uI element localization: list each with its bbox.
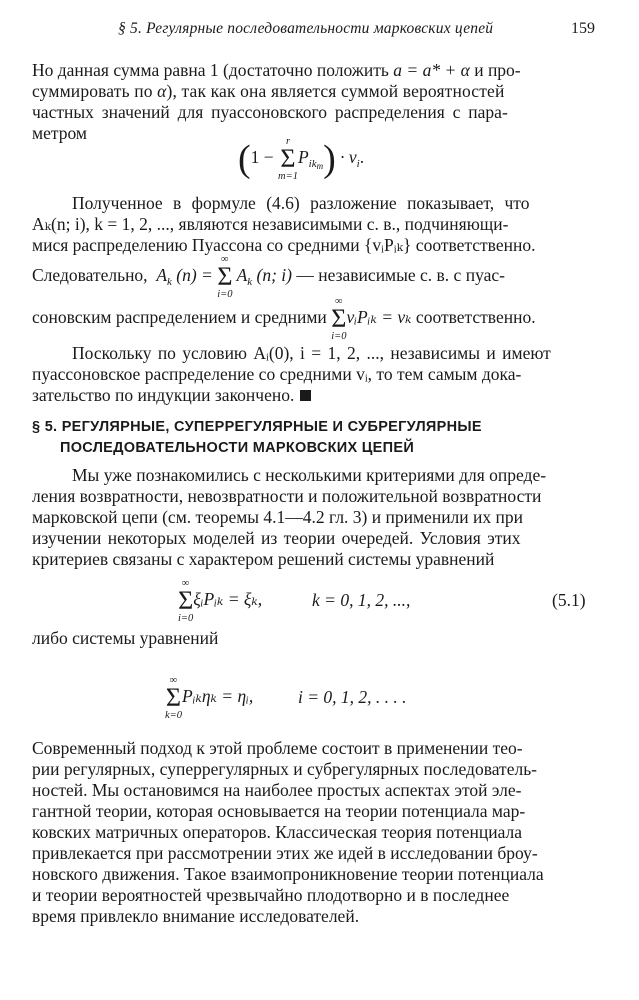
para1-line4: метром: [32, 123, 87, 143]
para7-line4: гантной теории, которая основывается на теории потенциала мар-: [32, 801, 526, 821]
para5-line4: изучении некоторых моделей из теории очередей. Условия этих: [32, 528, 521, 548]
running-header: § 5. Регулярные последовательности марковских цепей: [118, 20, 494, 37]
para2-line2: Aₖ(n; i), k = 1, 2, ..., являются независимыми с. в., подчиняющи-: [32, 214, 509, 234]
para5-line3: марковской цепи (см. теоремы 4.1—4.2 гл. 3) и применили их при: [32, 507, 523, 527]
section-heading: [32, 417, 589, 459]
section-heading-line1: § 5. РЕГУЛЯРНЫЕ, СУПЕРРЕГУЛЯРНЫЕ И СУБРЕГУЛЯРНЫЕ: [32, 419, 482, 435]
para7-line8: и теории вероятностей чрезвычайно плодотворно и в последнее: [32, 885, 510, 905]
qed-square-icon: [300, 390, 311, 401]
para2-line3: мися распределению Пуассона со средними {vᵢPᵢₖ} соответственно.: [32, 235, 536, 255]
para5-line1: Мы уже познакомились с несколькими критериями для опреде-: [72, 465, 547, 485]
para4-line2: пуассоновское распределение со средними vᵢ, то тем самым дока-: [32, 364, 522, 384]
equation-poisson-parameter: (1 − r Σ m=1 $P_{ikm}) \cdot v_i$.: [238, 136, 365, 182]
para1-line1: Но данная сумма равна 1 (достаточно положить a = a* + α и про-: [32, 60, 521, 80]
para7-line1: Современный подход к этой проблеме состоит в применении тео-: [32, 738, 523, 758]
para4-line3: зательство по индукции закончено.: [32, 385, 311, 407]
equation-system-2: ∞ Σ k=0 Pᵢₖηₖ = ηᵢ,: [165, 675, 254, 721]
equation-5-1-range: k = 0, 1, 2, ...,: [312, 590, 411, 610]
para4-line1: Поскольку по условию Aᵢ(0), i = 1, 2, ..., независимы и имеют: [72, 343, 551, 363]
para7-line3: ностей. Мы остановимся на наиболее простых аспектах этой эле-: [32, 780, 522, 800]
para1-line2: суммировать по α), так как она является суммой вероятностей: [32, 81, 505, 101]
page-number: 159: [571, 20, 595, 37]
sum-operator: r Σ m=1: [278, 136, 298, 182]
equation-number: (5.1): [552, 590, 586, 610]
para6: либо системы уравнений: [32, 628, 219, 648]
para2-line1: Полученное в формуле (4.6) разложение показывает, что: [72, 193, 530, 213]
para7-line2: рии регулярных, суперрегулярных и субрегулярных последователь-: [32, 759, 538, 779]
section-heading-line2: ПОСЛЕДОВАТЕЛЬНОСТИ МАРКОВСКИХ ЦЕПЕЙ: [60, 440, 415, 456]
equation-system-2-range: i = 0, 1, 2, . . . .: [298, 687, 407, 707]
para7-line9: время привлекло внимание исследователей.: [32, 906, 360, 926]
para5-line5: критериев связаны с характером решений системы уравнений: [32, 549, 495, 569]
para7-line7: новского движения. Такое взаимопроникновение теории потенциала: [32, 864, 544, 884]
para7-line5: ковских матричных операторов. Классическая теория потенциала: [32, 822, 522, 842]
para3-line2: соновским распределением и средними ∞ Σ i=0 vᵢPᵢₖ = vₖ соответственно.: [32, 296, 536, 342]
para3-line1: Следовательно, $A_k$ (n) = ∞ Σ i=0 $A_k$ (n; i) — независимые с. в. с пуас-: [32, 254, 505, 300]
para1-line3: частных значений для пуассоновского распределения с пара-: [32, 102, 508, 122]
equation-5-1: ∞ Σ i=0 ξᵢPᵢₖ = ξₖ,: [178, 578, 263, 624]
para7-line6: привлекается при рассмотрении этих же идей в исследовании броу-: [32, 843, 538, 863]
para5-line2: ления возвратности, невозвратности и положительной возвратности: [32, 486, 542, 506]
